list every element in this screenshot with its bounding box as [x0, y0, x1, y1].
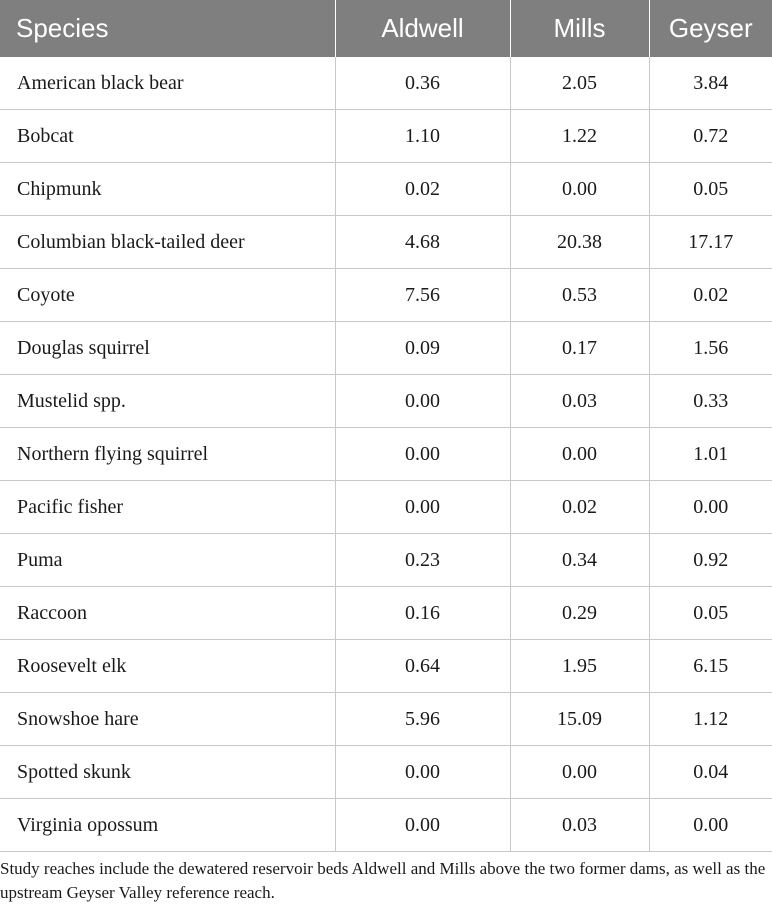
cell-mills: 1.95: [510, 640, 649, 693]
cell-mills: 0.02: [510, 481, 649, 534]
cell-geyser: 1.01: [649, 428, 772, 481]
cell-geyser: 3.84: [649, 57, 772, 110]
cell-species: Virginia opossum: [0, 799, 335, 852]
column-header-species: Species: [0, 0, 335, 57]
table-row: [0, 799, 772, 852]
cell-geyser: 17.17: [649, 216, 772, 269]
cell-geyser: 0.00: [649, 799, 772, 852]
cell-species: Roosevelt elk: [0, 640, 335, 693]
table-row: [0, 534, 772, 587]
cell-mills: 0.00: [510, 163, 649, 216]
table-row: [0, 481, 772, 534]
cell-mills: 1.22: [510, 110, 649, 163]
cell-geyser: 0.72: [649, 110, 772, 163]
cell-aldwell: 0.00: [335, 799, 510, 852]
cell-geyser: 0.33: [649, 375, 772, 428]
table-row: [0, 375, 772, 428]
cell-geyser: 1.56: [649, 322, 772, 375]
column-header-mills: Mills: [510, 0, 649, 57]
cell-mills: 0.53: [510, 269, 649, 322]
cell-geyser: 1.12: [649, 693, 772, 746]
cell-species: Mustelid spp.: [0, 375, 335, 428]
cell-aldwell: 0.00: [335, 481, 510, 534]
cell-species: Raccoon: [0, 587, 335, 640]
cell-species: Chipmunk: [0, 163, 335, 216]
table-row: [0, 269, 772, 322]
cell-species: Douglas squirrel: [0, 322, 335, 375]
table-row: [0, 428, 772, 481]
cell-aldwell: 5.96: [335, 693, 510, 746]
cell-mills: 15.09: [510, 693, 649, 746]
cell-aldwell: 0.36: [335, 57, 510, 110]
cell-species: American black bear: [0, 57, 335, 110]
cell-species: Pacific fisher: [0, 481, 335, 534]
cell-mills: 0.17: [510, 322, 649, 375]
table-row: [0, 746, 772, 799]
cell-aldwell: 0.23: [335, 534, 510, 587]
cell-species: Snowshoe hare: [0, 693, 335, 746]
cell-mills: 0.03: [510, 375, 649, 428]
cell-geyser: 0.02: [649, 269, 772, 322]
cell-geyser: 0.04: [649, 746, 772, 799]
table-row: [0, 57, 772, 110]
cell-aldwell: 0.00: [335, 428, 510, 481]
cell-aldwell: 0.09: [335, 322, 510, 375]
cell-species: Puma: [0, 534, 335, 587]
cell-aldwell: 0.64: [335, 640, 510, 693]
cell-mills: 0.00: [510, 746, 649, 799]
table-row: [0, 163, 772, 216]
column-header-geyser: Geyser: [649, 0, 772, 57]
cell-geyser: 0.05: [649, 163, 772, 216]
cell-species: Coyote: [0, 269, 335, 322]
cell-species: Spotted skunk: [0, 746, 335, 799]
cell-species: Columbian black-tailed deer: [0, 216, 335, 269]
cell-mills: 0.29: [510, 587, 649, 640]
cell-aldwell: 0.16: [335, 587, 510, 640]
cell-mills: 2.05: [510, 57, 649, 110]
cell-geyser: 6.15: [649, 640, 772, 693]
cell-aldwell: 0.02: [335, 163, 510, 216]
cell-mills: 0.03: [510, 799, 649, 852]
cell-geyser: 0.00: [649, 481, 772, 534]
table-row: [0, 587, 772, 640]
cell-species: Northern flying squirrel: [0, 428, 335, 481]
cell-aldwell: 7.56: [335, 269, 510, 322]
table-row: [0, 322, 772, 375]
table-row: [0, 640, 772, 693]
cell-species: Bobcat: [0, 110, 335, 163]
table-row: [0, 693, 772, 746]
table-header-row: [0, 0, 772, 57]
cell-mills: 0.00: [510, 428, 649, 481]
cell-aldwell: 4.68: [335, 216, 510, 269]
table-row: [0, 216, 772, 269]
cell-mills: 0.34: [510, 534, 649, 587]
cell-aldwell: 0.00: [335, 375, 510, 428]
cell-geyser: 0.92: [649, 534, 772, 587]
table-row: [0, 110, 772, 163]
cell-aldwell: 1.10: [335, 110, 510, 163]
cell-mills: 20.38: [510, 216, 649, 269]
cell-geyser: 0.05: [649, 587, 772, 640]
table-footnote: Study reaches include the dewatered reservoir beds Aldwell and Mills above the two former dams, as well as the upstream Geyser Valley reference reach.: [0, 859, 766, 902]
column-header-aldwell: Aldwell: [335, 0, 510, 57]
cell-aldwell: 0.00: [335, 746, 510, 799]
